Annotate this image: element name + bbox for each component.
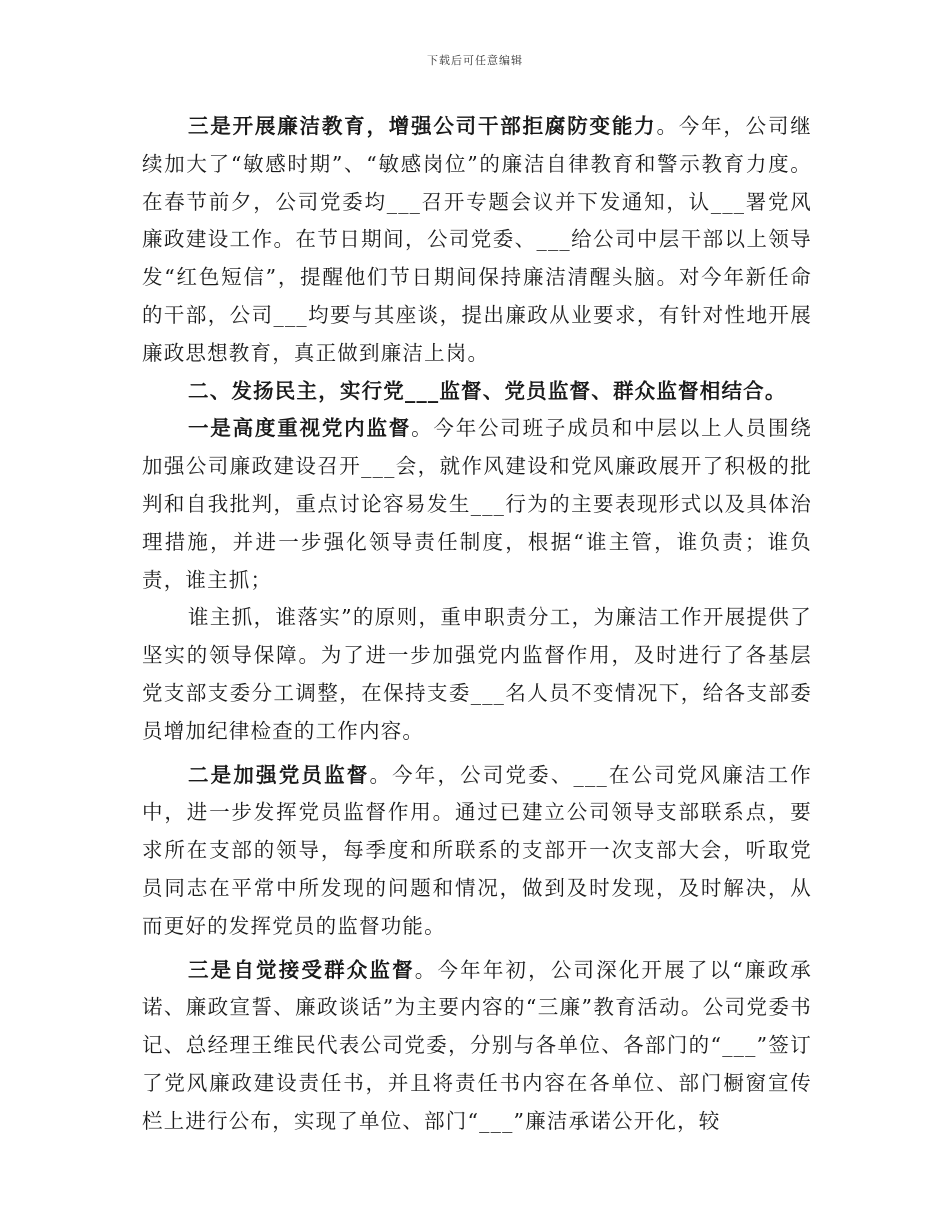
paragraph-text: 。今年公司班子成员和中层以上人员围绕加强公司廉政建设召开___会，就作风建设和党风廉政展开了积极的批判和自我批判，重点讨论容易发生___行为的主要表现形式以及具体治理措施，并进一步强化领导责任制度，根据“谁主管，谁负责；谁负责，谁主抓； bbox=[142, 416, 812, 592]
paragraph-anti-corruption-education bbox=[142, 108, 812, 373]
paragraph-public-supervision bbox=[142, 952, 812, 1141]
paragraph-text: 。今年，公司继续加大了“敏感时期”、“敏感岗位”的廉洁自律教育和警示教育力度。在春节前夕，公司党委均___召开专题会议并下发通知，认___署党风廉政建设工作。在节日期间，公司党委、___给公司中层干部以上领导发“红色短信”，提醒他们节日期间保持廉洁清醒头脑。对今年新任命的干部，公司___均要与其座谈，提出廉政从业要求，有针对性地开展廉政思想教育，真正做到廉洁上岗。 bbox=[142, 114, 812, 365]
section-heading-democracy-supervision bbox=[142, 373, 812, 411]
paragraph-text: 谁主抓，谁落实”的原则，重申职责分工，为廉洁工作开展提供了坚实的领导保障。为了进一步加强党内监督作用，及时进行了各基层党支部支委分工调整，在保持支委___名人员不变情况下，给各支部委员增加纪律检查的工作内容。 bbox=[142, 605, 812, 743]
paragraph-inner-party-supervision bbox=[142, 410, 812, 599]
paragraph-lead: 二是加强党员监督 bbox=[188, 762, 370, 787]
paragraph-member-supervision bbox=[142, 757, 812, 946]
page-header: 下载后可任意编辑 bbox=[427, 54, 523, 67]
document-body bbox=[142, 108, 812, 1141]
paragraph-text: 。今年年初，公司深化开展了以“廉政承诺、廉政宣誓、廉政谈话”为主要内容的“三廉”教育活动。公司党委书记、总经理王维民代表公司党委，分别与各单位、各部门的“___”签订了党风廉政建设责任书，并且将责任书内容在各单位、部门橱窗宣传栏上进行公布，实现了单位、部门“___”廉洁承诺公开化，较 bbox=[142, 957, 812, 1133]
paragraph-responsibility-division bbox=[142, 599, 812, 750]
paragraph-text: 。今年，公司党委、___在公司党风廉洁工作中，进一步发挥党员监督作用。通过已建立公司领导支部联系点，要求所在支部的领导，每季度和所联系的支部开一次支部大会，听取党员同志在平常中所发现的问题和情况，做到及时发现，及时解决，从而更好的发挥党员的监督功能。 bbox=[142, 762, 812, 938]
paragraph-lead: 三是自觉接受群众监督 bbox=[188, 957, 415, 982]
paragraph-lead: 三是开展廉洁教育，增强公司干部拒腐防变能力 bbox=[188, 114, 657, 138]
paragraph-lead: 一是高度重视党内监督 bbox=[188, 416, 412, 441]
section-heading-text: 二、发扬民主，实行党___监督、党员监督、群众监督相结合。 bbox=[188, 378, 787, 403]
